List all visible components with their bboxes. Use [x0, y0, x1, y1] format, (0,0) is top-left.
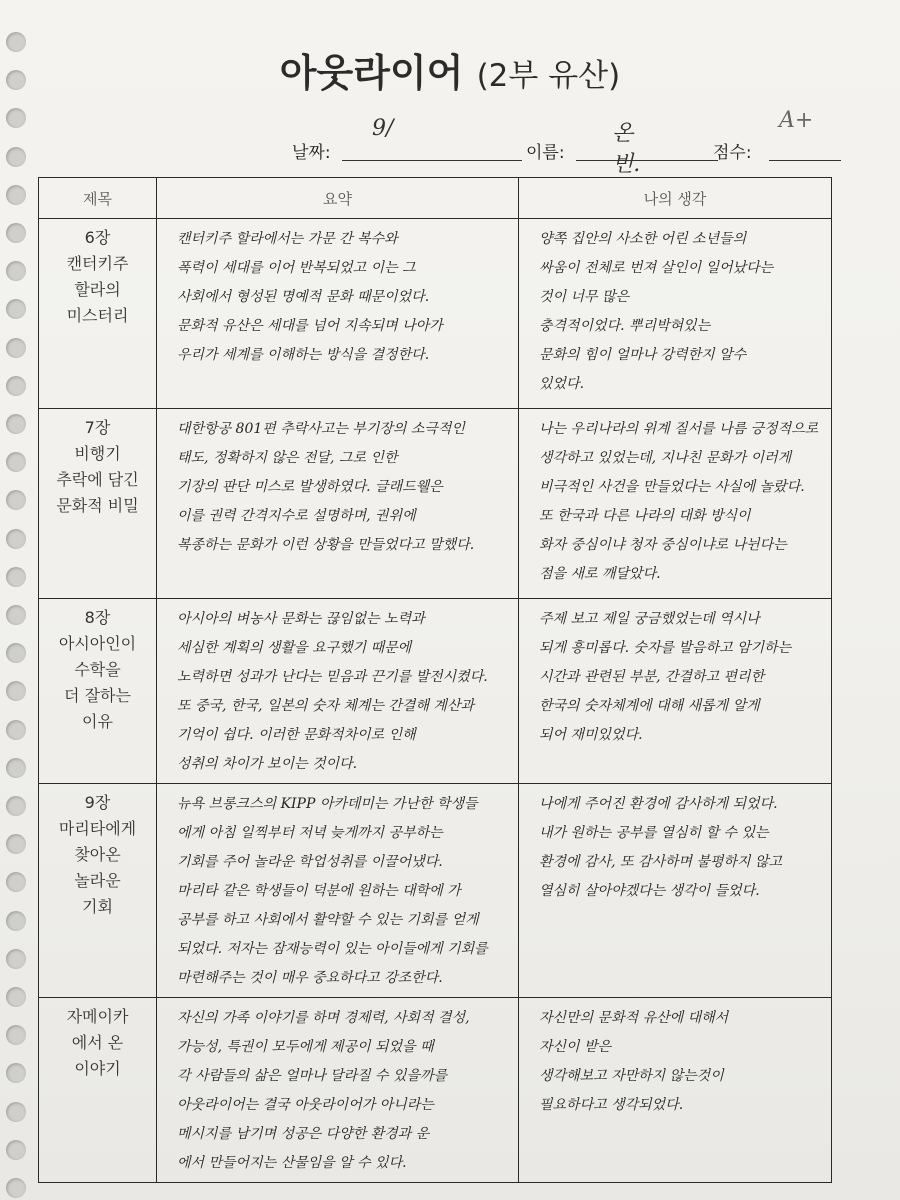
- summary-line: 사회에서 형성된 명예적 문화 때문이었다.: [177, 289, 430, 305]
- date-value: 9/: [372, 116, 394, 141]
- summary-cell: [157, 599, 519, 784]
- chapter-title-line: 아시아인이: [58, 634, 137, 653]
- binder-hole: [6, 147, 26, 167]
- summary-line: 에서 만들어지는 산물임을 알 수 있다.: [177, 1155, 407, 1171]
- binder-hole: [6, 1025, 26, 1045]
- thought-cell: [519, 784, 832, 998]
- summary-line: 가능성, 특권이 모두에게 제공이 되었을 때: [177, 1039, 434, 1055]
- binder-hole: [6, 567, 26, 587]
- summary-line: 되었다. 저자는 잠재능력이 있는 아이들에게 기회를: [177, 941, 488, 957]
- summary-line: 공부를 하고 사회에서 활약할 수 있는 기회를 얻게: [177, 912, 479, 928]
- chapter-cell: [39, 784, 157, 998]
- chapter-title-line: 놀라운: [74, 871, 121, 890]
- summary-line: 뉴욕 브롱크스의 KIPP 아카데미는 가난한 학생들: [177, 796, 478, 812]
- table-row: [39, 409, 832, 599]
- thought-line: 나에게 주어진 환경에 감사하게 되었다.: [539, 796, 778, 812]
- summary-line: 기억이 쉽다. 이러한 문화적차이로 인해: [177, 727, 416, 743]
- binder-hole: [6, 949, 26, 969]
- name-value: 온빈.: [612, 121, 641, 177]
- thought-line: 주제 보고 제일 궁금했었는데 역시나: [539, 611, 760, 627]
- title-main: 아웃라이어: [279, 51, 464, 95]
- binder-hole: [6, 338, 26, 358]
- chapter-cell: [39, 409, 157, 599]
- chapter-title-line: 9장: [84, 793, 111, 812]
- summary-line: 우리가 세계를 이해하는 방식을 결정한다.: [177, 347, 430, 363]
- summary-line: 폭력이 세대를 이어 반복되었고 이는 그: [177, 260, 416, 276]
- thought-line: 되게 흥미롭다. 숫자를 발음하고 암기하는: [539, 640, 792, 656]
- binder-hole: [6, 720, 26, 740]
- chapter-title-line: 이유: [82, 712, 113, 731]
- summary-line: 성취의 차이가 보이는 것이다.: [177, 756, 358, 772]
- chapter-title-line: 미스터리: [66, 306, 129, 325]
- date-label: 날짜:: [292, 143, 331, 163]
- summary-line: 메시지를 남기며 성공은 다양한 환경과 운: [177, 1126, 430, 1142]
- thought-line: 점을 새로 깨달았다.: [539, 566, 661, 582]
- binder-hole: [6, 681, 26, 701]
- binder-hole: [6, 911, 26, 931]
- binder-holes: [0, 0, 40, 1200]
- chapter-title-line: 7장: [84, 418, 111, 437]
- thought-line: 나는 우리나라의 위계 질서를 나름 긍정적으로: [539, 421, 819, 437]
- chapter-title-line: 할라의: [74, 280, 121, 299]
- thought-line: 것이 너무 많은: [539, 289, 630, 305]
- score-underline: [769, 160, 841, 161]
- thought-cell: [519, 219, 832, 409]
- table-row: [39, 219, 832, 409]
- binder-hole: [6, 1178, 26, 1198]
- chapter-title-line: 기회: [82, 897, 113, 916]
- summary-line: 아시아의 벼농사 문화는 끊임없는 노력과: [177, 611, 425, 627]
- thought-line: 싸움이 전체로 번져 살인이 일어났다는: [539, 260, 774, 276]
- thought-line: 충격적이었다. 뿌리박혀있는: [539, 318, 711, 334]
- summary-line: 아웃라이어는 결국 아웃라이어가 아니라는: [177, 1097, 434, 1113]
- summary-line: 각 사람들의 삶은 얼마나 달라질 수 있을까를: [177, 1068, 448, 1084]
- thought-line: 시간과 관련된 부분, 간결하고 편리한: [539, 669, 765, 685]
- page-title: [0, 42, 900, 97]
- summary-line: 또 중국, 한국, 일본의 숫자 체계는 간결해 계산과: [177, 698, 475, 714]
- binder-hole: [6, 261, 26, 281]
- chapter-title-line: 에서 온: [71, 1033, 124, 1052]
- binder-hole: [6, 376, 26, 396]
- binder-hole: [6, 758, 26, 778]
- header-summary: 요약: [157, 178, 519, 219]
- summary-line: 캔터키주 할라에서는 가문 간 복수와: [177, 231, 398, 247]
- binder-hole: [6, 490, 26, 510]
- binder-hole: [6, 185, 26, 205]
- chapter-title-line: 6장: [84, 228, 111, 247]
- summary-line: 마리타 같은 학생들이 덕분에 원하는 대학에 가: [177, 883, 461, 899]
- binder-hole: [6, 796, 26, 816]
- score-label: 점수:: [713, 143, 752, 163]
- chapter-title-line: 캔터키주: [66, 254, 129, 273]
- binder-hole: [6, 987, 26, 1007]
- name-underline: [576, 160, 718, 161]
- summary-line: 에게 아침 일찍부터 저녁 늦게까지 공부하는: [177, 825, 443, 841]
- summary-line: 세심한 계획의 생활을 요구했기 때문에: [177, 640, 412, 656]
- summary-line: 마련해주는 것이 매우 중요하다고 강조한다.: [177, 970, 443, 986]
- thought-line: 한국의 숫자체계에 대해 새롭게 알게: [539, 698, 760, 714]
- summary-line: 복종하는 문화가 이런 상황을 만들었다고 말했다.: [177, 537, 475, 553]
- date-underline: [342, 160, 522, 161]
- header-title: 제목: [39, 178, 157, 219]
- summary-line: 이를 권력 간격지수로 설명하며, 권위에: [177, 508, 416, 524]
- binder-hole: [6, 108, 26, 128]
- binder-hole: [6, 1063, 26, 1083]
- thought-line: 자신만의 문화적 유산에 대해서: [539, 1010, 729, 1026]
- binder-hole: [6, 1140, 26, 1160]
- binder-hole: [6, 223, 26, 243]
- thought-line: 생각해보고 자만하지 않는것이: [539, 1068, 724, 1084]
- table-body: [39, 219, 832, 1183]
- thought-line: 또 한국과 다른 나라의 대화 방식이: [539, 508, 751, 524]
- thought-line: 필요하다고 생각되었다.: [539, 1097, 684, 1113]
- table-row: [39, 784, 832, 998]
- table-header-row: [39, 178, 832, 219]
- chapter-cell: [39, 219, 157, 409]
- thought-line: 있었다.: [539, 376, 585, 392]
- thought-line: 환경에 감사, 또 감사하며 불평하지 않고: [539, 854, 783, 870]
- summary-line: 노력하면 성과가 난다는 믿음과 끈기를 발전시켰다.: [177, 669, 488, 685]
- table-row: [39, 599, 832, 784]
- summary-line: 기장의 판단 미스로 발생하였다. 글래드웰은: [177, 479, 443, 495]
- summary-line: 문화적 유산은 세대를 넘어 지속되며 나아가: [177, 318, 443, 334]
- binder-hole: [6, 834, 26, 854]
- chapter-title-line: 문화적 비밀: [56, 496, 139, 515]
- title-sub: (2부 유산): [476, 58, 621, 94]
- header-thoughts: 나의 생각: [519, 178, 832, 219]
- chapter-title-line: 추락에 담긴: [56, 470, 139, 489]
- binder-hole: [6, 299, 26, 319]
- chapter-cell: [39, 599, 157, 784]
- thought-line: 내가 원하는 공부를 열심히 할 수 있는: [539, 825, 769, 841]
- chapter-title-line: 이야기: [74, 1059, 121, 1078]
- score-value: A+: [779, 108, 814, 133]
- chapter-title-line: 찾아온: [74, 845, 121, 864]
- summary-table: [38, 177, 832, 1183]
- thought-line: 양쪽 집안의 사소한 어린 소년들의: [539, 231, 747, 247]
- score-field: [713, 108, 814, 163]
- thought-line: 문화의 힘이 얼마나 강력한지 알수: [539, 347, 747, 363]
- chapter-title-line: 비행기: [74, 444, 121, 463]
- binder-hole: [6, 872, 26, 892]
- summary-cell: [157, 219, 519, 409]
- binder-hole: [6, 452, 26, 472]
- date-field: [292, 116, 394, 163]
- binder-hole: [6, 529, 26, 549]
- binder-hole: [6, 643, 26, 663]
- chapter-title-line: 8장: [84, 608, 111, 627]
- thought-cell: [519, 599, 832, 784]
- thought-line: 자신이 받은: [539, 1039, 612, 1055]
- name-label: 이름:: [526, 143, 565, 163]
- thought-line: 화자 중심이냐 청자 중심이냐로 나뉜다는: [539, 537, 787, 553]
- name-field: [526, 121, 641, 177]
- summary-line: 태도, 정확하지 않은 전달, 그로 인한: [177, 450, 398, 466]
- summary-line: 기회를 주어 놀라운 학업성취를 이끌어냈다.: [177, 854, 443, 870]
- binder-hole: [6, 1102, 26, 1122]
- chapter-title-line: 수학을: [74, 660, 121, 679]
- chapter-cell: [39, 998, 157, 1183]
- table-row: [39, 998, 832, 1183]
- thought-cell: [519, 409, 832, 599]
- chapter-title-line: 마리타에게: [58, 819, 137, 838]
- chapter-title-line: 자메이카: [66, 1007, 129, 1026]
- thought-line: 비극적인 사건을 만들었다는 사실에 놀랐다.: [539, 479, 805, 495]
- summary-cell: [157, 784, 519, 998]
- binder-hole: [6, 605, 26, 625]
- summary-line: 대한항공 801편 추락사고는 부기장의 소극적인: [177, 421, 465, 437]
- thought-line: 생각하고 있었는데, 지나친 문화가 이러게: [539, 450, 792, 466]
- summary-cell: [157, 998, 519, 1183]
- thought-line: 되어 재미있었다.: [539, 727, 643, 743]
- thought-cell: [519, 998, 832, 1183]
- binder-hole: [6, 414, 26, 434]
- chapter-title-line: 더 잘하는: [64, 686, 131, 705]
- thought-line: 열심히 살아야겠다는 생각이 들었다.: [539, 883, 760, 899]
- summary-cell: [157, 409, 519, 599]
- summary-line: 자신의 가족 이야기를 하며 경제력, 사회적 결성,: [177, 1010, 470, 1026]
